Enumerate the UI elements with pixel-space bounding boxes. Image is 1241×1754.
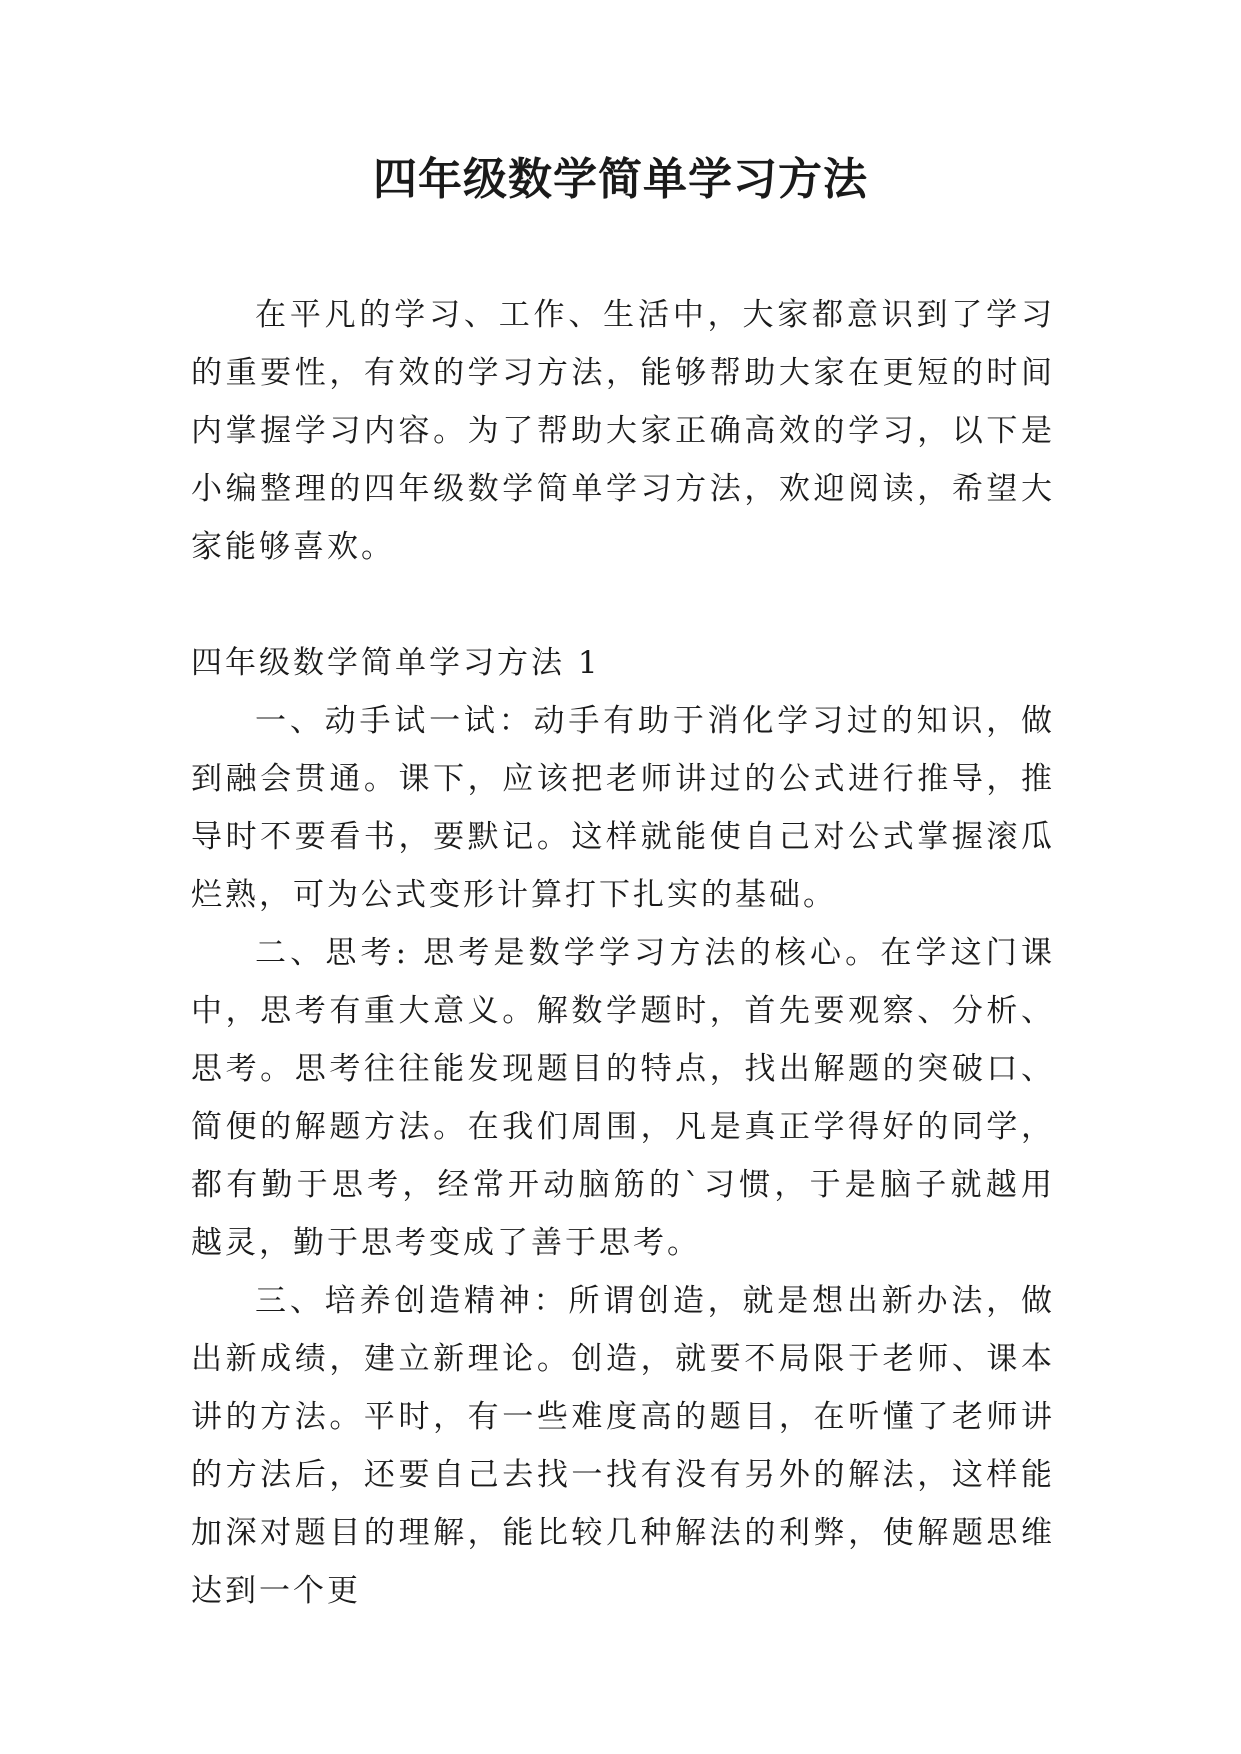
body-paragraph-1: 一、动手试一试：动手有助于消化学习过的知识，做到融会贯通。课下，应该把老师讲过的公式进行推导，推导时不要看书，要默记。这样就能使自己对公式掌握滚瓜烂熟，可为公式变形计算打下扎实的基础。 bbox=[191, 703, 1055, 913]
body-paragraph-3: 三、培养创造精神：所谓创造，就是想出新办法，做出新成绩，建立新理论。创造，就要不局限于老师、课本讲的方法。平时，有一些难度高的题目，在听懂了老师讲的方法后，还要自己去找一找有没有另外的解法，这样能加深对题目的理解，能比较几种解法的利弊，使解题思维达到一个更 bbox=[191, 1283, 1055, 1609]
document-title: 四年级数学简单学习方法 bbox=[373, 154, 868, 205]
intro-paragraph: 在平凡的学习、工作、生活中，大家都意识到了学习的重要性，有效的学习方法，能够帮助大家在更短的时间内掌握学习内容。为了帮助大家正确高效的学习，以下是小编整理的四年级数学简单学习方法，欢迎阅读，希望大家能够喜欢。 bbox=[191, 297, 1055, 565]
section-heading: 四年级数学简单学习方法 1 bbox=[191, 645, 601, 681]
body-paragraph-2: 二、思考: 思考是数学学习方法的核心。在学这门课中，思考有重大意义。解数学题时，首先要观察、分析、思考。思考往往能发现题目的特点，找出解题的突破口、简便的解题方法。在我们周围，凡是真正学得好的同学，都有勤于思考，经常开动脑筋的`习惯，于是脑子就越用越灵，勤于思考变成了善于思考。 bbox=[191, 935, 1055, 1261]
document-body bbox=[191, 286, 1055, 1620]
